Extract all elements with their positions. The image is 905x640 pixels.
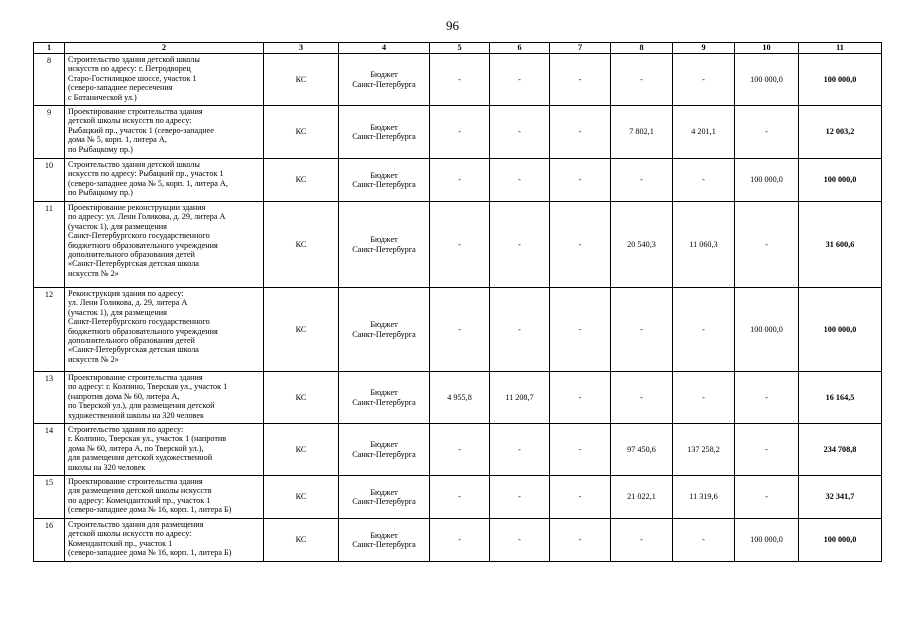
source-line: Бюджет (370, 487, 398, 497)
total-cell: 100 000,0 (799, 288, 882, 372)
value-cell-10: - (735, 424, 799, 476)
description-line: Старо-Гостилицкое шоссе, участок 1 (68, 73, 197, 83)
value-cell-9: - (673, 372, 735, 424)
funding-source (339, 202, 430, 288)
source-line: Санкт-Петербурга (352, 540, 416, 549)
description-line: Санкт-Петербургского государственного (68, 317, 210, 327)
description-line: искусств № 2» (68, 268, 119, 278)
row-number: 16 (34, 519, 65, 562)
value-cell-6: - (490, 519, 550, 562)
source-line: Бюджет (370, 440, 398, 450)
column-header-11: 11 (799, 43, 882, 54)
value-cell-10: - (735, 476, 799, 519)
value-cell-10: - (735, 372, 799, 424)
description-line: по адресу: г. Колпино, Тверская ул., участок 1 (68, 382, 228, 392)
source-line: Бюджет (370, 530, 398, 540)
description-line: «Санкт-Петербургская детская школа (68, 345, 199, 355)
description-line: (северо-западнее дома № 5, корп. 1, литера А, (68, 178, 228, 188)
source-line: Бюджет (370, 122, 398, 132)
description-line: по Рыбацкому пр.) (68, 144, 133, 154)
funding-source (339, 372, 430, 424)
description-line: дополнительного образования детей (68, 250, 195, 260)
total-cell: 31 600,6 (799, 202, 882, 288)
description-line: для размещения детской школы искусств (68, 486, 212, 496)
value-cell-8: - (611, 372, 673, 424)
value-cell-6: - (490, 288, 550, 372)
description-line: по адресу: Комендантский пр., участок 1 (68, 495, 211, 505)
description-line: Проектирование строительства здания (68, 373, 203, 382)
table-body (34, 54, 882, 562)
description-line: (северо-западнее дома № 16, корп. 1, литера Б) (68, 548, 232, 558)
value-cell-5: - (430, 424, 490, 476)
value-cell-7: - (550, 372, 611, 424)
description-line: Строительство здания детской школы (68, 160, 200, 169)
value-cell-8: - (611, 54, 673, 106)
column-header-2: 2 (65, 43, 264, 54)
table-row (34, 372, 882, 424)
column-header-3: 3 (264, 43, 339, 54)
value-cell-8: - (611, 288, 673, 372)
column-header-5: 5 (430, 43, 490, 54)
value-cell-10: 100 000,0 (735, 288, 799, 372)
value-cell-7: - (550, 202, 611, 288)
value-cell-6: - (490, 159, 550, 202)
table-row (34, 288, 882, 372)
description-line: с Ботанической ул.) (68, 92, 137, 102)
object-description (65, 424, 264, 476)
table-row (34, 106, 882, 159)
value-cell-6: - (490, 54, 550, 106)
value-cell-8: - (611, 519, 673, 562)
source-line: Санкт-Петербурга (352, 244, 416, 254)
description-line: детской школы искусств по адресу: (68, 529, 192, 539)
table-row (34, 476, 882, 519)
description-line: г. Колпино, Тверская ул., участок 1 (напротив (68, 434, 227, 444)
value-cell-9: 4 201,1 (673, 106, 735, 159)
value-cell-6: - (490, 424, 550, 476)
funding-source (339, 54, 430, 106)
value-cell-5: - (430, 54, 490, 106)
column-header-9: 9 (673, 43, 735, 54)
description-line: художественной школы на 320 человек (68, 410, 204, 420)
object-description (65, 288, 264, 372)
source-line: Санкт-Петербурга (352, 79, 416, 89)
value-cell-9: 137 258,2 (673, 424, 735, 476)
value-cell-7: - (550, 159, 611, 202)
value-cell-9: - (673, 54, 735, 106)
source-line: Бюджет (370, 320, 398, 330)
value-cell-7: - (550, 519, 611, 562)
row-number: 11 (34, 202, 65, 288)
funding-source (339, 476, 430, 519)
value-cell-10: 100 000,0 (735, 519, 799, 562)
funding-source (339, 288, 430, 372)
total-cell: 100 000,0 (799, 54, 882, 106)
value-cell-5: - (430, 106, 490, 159)
value-cell-8: - (611, 159, 673, 202)
total-cell: 16 164,5 (799, 372, 882, 424)
description-line: детской школы искусств по адресу: (68, 116, 192, 126)
value-cell-9: 11 060,3 (673, 202, 735, 288)
description-line: искусств по адресу: Рыбацкий пр., участок 1 (68, 169, 224, 179)
value-cell-8: 20 540,3 (611, 202, 673, 288)
source-line: Санкт-Петербурга (352, 449, 416, 459)
source-line: Санкт-Петербурга (352, 497, 416, 506)
row-number: 14 (34, 424, 65, 476)
description-line: (участок 1), для размещения (68, 221, 167, 231)
value-cell-7: - (550, 288, 611, 372)
total-cell: 32 341,7 (799, 476, 882, 519)
description-line: Реконструкция здания по адресу: (68, 289, 184, 298)
value-cell-7: - (550, 476, 611, 519)
funding-source (339, 424, 430, 476)
funding-source (339, 106, 430, 159)
value-cell-10: 100 000,0 (735, 54, 799, 106)
value-cell-6: - (490, 202, 550, 288)
funding-source (339, 159, 430, 202)
page-number: 96 (446, 18, 459, 33)
value-cell-6: - (490, 476, 550, 519)
funding-source (339, 519, 430, 562)
description-line: (участок 1), для размещения (68, 307, 167, 317)
work-type: КС (264, 519, 339, 562)
description-line: искусств № 2» (68, 354, 119, 364)
column-header-7: 7 (550, 43, 611, 54)
source-line: Санкт-Петербурга (352, 132, 416, 141)
description-line: по адресу: ул. Лени Голикова, д. 29, литера А (68, 212, 226, 222)
value-cell-6: 11 208,7 (490, 372, 550, 424)
description-line: по Тверской ул.), для размещения детской (68, 401, 215, 411)
description-line: (напротив дома № 60, литера А, (68, 391, 180, 401)
table-row (34, 519, 882, 562)
description-line: (северо-западнее пересечения (68, 83, 173, 93)
object-description (65, 159, 264, 202)
value-cell-10: - (735, 202, 799, 288)
object-description (65, 202, 264, 288)
value-cell-7: - (550, 106, 611, 159)
description-line: дома № 60, литера А, по Тверской ул.), (68, 443, 204, 453)
description-line: дополнительного образования детей (68, 336, 195, 346)
work-type: КС (264, 372, 339, 424)
value-cell-9: 11 319,6 (673, 476, 735, 519)
work-type: КС (264, 476, 339, 519)
total-cell: 12 003,2 (799, 106, 882, 159)
value-cell-8: 97 450,6 (611, 424, 673, 476)
column-header-10: 10 (735, 43, 799, 54)
total-cell: 100 000,0 (799, 519, 882, 562)
row-number: 8 (34, 54, 65, 106)
description-line: Проектирование строительства здания (68, 477, 203, 486)
column-header-1: 1 (34, 43, 65, 54)
value-cell-5: - (430, 288, 490, 372)
value-cell-7: - (550, 54, 611, 106)
object-description (65, 476, 264, 519)
description-line: бюджетного образовательного учреждения (68, 240, 218, 250)
column-header-8: 8 (611, 43, 673, 54)
work-type: КС (264, 54, 339, 106)
description-line: «Санкт-Петербургская детская школа (68, 259, 199, 269)
source-line: Санкт-Петербурга (352, 397, 416, 407)
value-cell-7: - (550, 424, 611, 476)
object-description (65, 54, 264, 106)
description-line: дома № 5, корп. 1, литера А, (68, 135, 167, 145)
description-line: искусств по адресу: г. Петродворец (68, 64, 191, 74)
table-row (34, 159, 882, 202)
value-cell-5: - (430, 519, 490, 562)
value-cell-5: - (430, 476, 490, 519)
table-header-row (34, 43, 882, 54)
source-line: Бюджет (370, 388, 398, 398)
table-row (34, 202, 882, 288)
value-cell-5: 4 955,8 (430, 372, 490, 424)
total-cell: 234 708,8 (799, 424, 882, 476)
value-cell-9: - (673, 519, 735, 562)
work-type: КС (264, 202, 339, 288)
source-line: Санкт-Петербурга (352, 329, 416, 339)
work-type: КС (264, 106, 339, 159)
description-line: школы на 320 человек (68, 462, 146, 472)
description-line: Санкт-Петербургского государственного (68, 231, 210, 241)
row-number: 9 (34, 106, 65, 159)
value-cell-9: - (673, 288, 735, 372)
value-cell-6: - (490, 106, 550, 159)
description-line: для размещения детской художественной (68, 453, 213, 463)
row-number: 12 (34, 288, 65, 372)
work-type: КС (264, 159, 339, 202)
column-header-6: 6 (490, 43, 550, 54)
value-cell-9: - (673, 159, 735, 202)
description-line: Проектирование строительства здания (68, 107, 203, 116)
object-description (65, 106, 264, 159)
source-line: Бюджет (370, 170, 398, 180)
description-line: ул. Лени Голикова, д. 29, литера А (68, 298, 188, 308)
description-line: бюджетного образовательного учреждения (68, 326, 218, 336)
row-number: 15 (34, 476, 65, 519)
description-line: по Рыбацкому пр.) (68, 188, 133, 198)
description-line: Строительство здания по адресу: (68, 425, 184, 434)
object-description (65, 372, 264, 424)
source-line: Бюджет (370, 235, 398, 245)
description-line: (северо-западнее дома № 16, корп. 1, литера Б) (68, 505, 232, 515)
table-row (34, 54, 882, 106)
row-number: 10 (34, 159, 65, 202)
source-line: Санкт-Петербурга (352, 180, 416, 189)
column-header-4: 4 (339, 43, 430, 54)
budget-table (33, 42, 882, 562)
work-type: КС (264, 424, 339, 476)
total-cell: 100 000,0 (799, 159, 882, 202)
table-row (34, 424, 882, 476)
value-cell-10: - (735, 106, 799, 159)
object-description (65, 519, 264, 562)
description-line: Строительство здания для размещения (68, 520, 204, 529)
source-line: Бюджет (370, 70, 398, 80)
value-cell-8: 7 802,1 (611, 106, 673, 159)
description-line: Рыбацкий пр., участок 1 (северо-западнее (68, 125, 214, 135)
description-line: Комендантский пр., участок 1 (68, 538, 173, 548)
description-line: Строительство здания детской школы (68, 55, 200, 64)
value-cell-5: - (430, 159, 490, 202)
value-cell-8: 21 022,1 (611, 476, 673, 519)
row-number: 13 (34, 372, 65, 424)
description-line: Проектирование реконструкции здания (68, 203, 206, 212)
value-cell-5: - (430, 202, 490, 288)
value-cell-10: 100 000,0 (735, 159, 799, 202)
work-type: КС (264, 288, 339, 372)
